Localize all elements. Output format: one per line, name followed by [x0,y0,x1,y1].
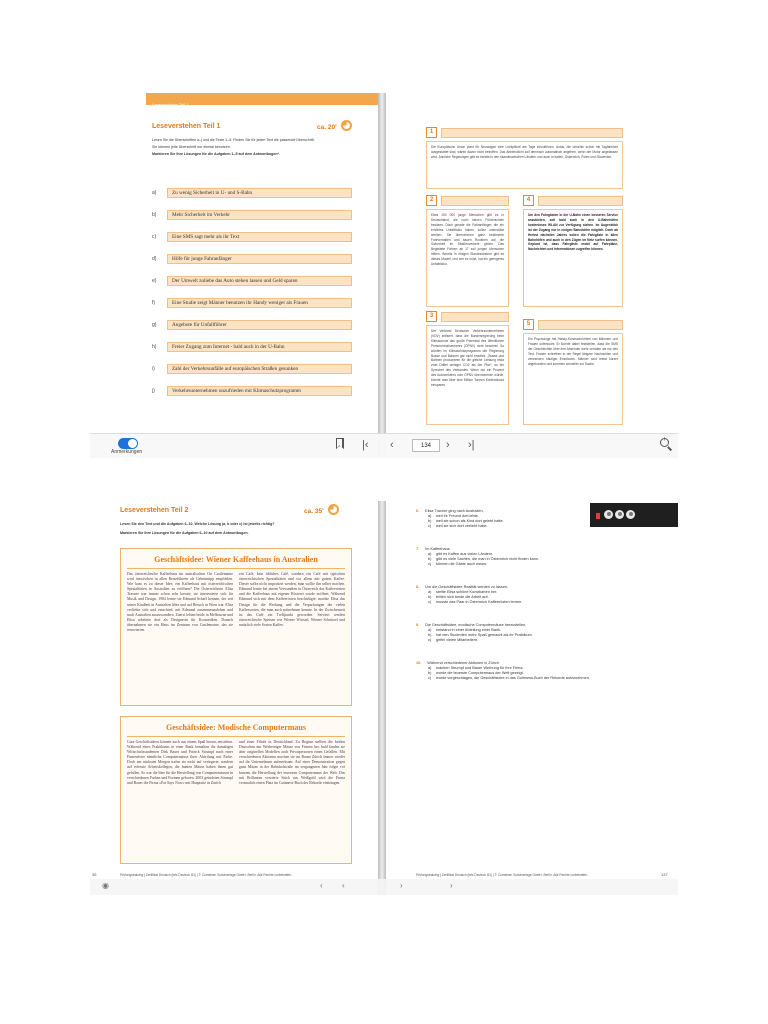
participants-overlay [590,503,678,527]
time-estimate: ca. 20' [317,124,337,131]
annotations-toggle[interactable] [118,438,138,449]
answer-text: weil ihr Freund dort lebte. [436,514,479,519]
question-text: Um die Geschäftsidee Realität werden zu lassen, [425,585,509,589]
question-number: 9. [416,623,420,627]
answer-text: stellte Elisa schöne Kunstkarten her. [436,590,498,595]
answer-letter: c) [428,524,432,529]
answer-text: hat den Studenten mehr Spaß gemacht als ihr Praktikum. [436,633,533,638]
text-box: Die Europäische Union plant für Neuwagen eine Lichtpflicht am Tage einzuführen. Autos, die ohnehin schon mit Tagfahrlicht ausgestattet sind, wären davon nicht betroffen. Das Abblendlicht soll demnach automatisch angehen, wenn der Motor angelassen wird. Ähnliche Regelungen gibt es bereits in den skandinavischen Ländern und auch in Italien, Österreich, Polen und Slowenien. [426,141,623,189]
text-number: 3 [426,311,437,322]
page-132-left [90,93,378,457]
option-letter: h) [152,344,157,350]
answer-text: gefiel vielen Mitarbeitern. [436,638,479,643]
page-spread-1 [90,93,678,457]
option-letter: g) [152,322,157,328]
answer-bar [538,196,623,206]
answer-letter: c) [428,638,432,643]
answer-letter: b) [428,519,432,524]
text-number: 5 [523,319,534,330]
section-title: Leseverstehen Teil 2 [120,507,189,514]
article-computermaus [120,716,352,864]
zoom-icon[interactable]: + [660,438,669,447]
option-row [152,210,378,221]
answer-letter: a) [428,590,432,595]
participant-avatar[interactable] [615,510,624,519]
answer-text: teilten sich beide die Arbeit auf. [436,595,489,600]
banner-text: Leseverstehen Teil 1 [152,102,189,107]
option-row [152,298,378,309]
question-number: 10. [416,661,422,665]
answer-bar [441,312,509,322]
option-text: Hilfe für junge Fahranfänger [167,254,352,264]
page-footer: Prüfungstraining | Zertifikat Deutsch (telc Deutsch B1) | © Cornelsen Schulverlage GmbH, Berlin. Alle Rechte vorbehalten. [120,873,292,877]
annotations-icon[interactable]: ◉ [102,881,109,890]
option-text: Zu wenig Sicherheit in U- und S-Bahn [167,188,352,198]
question-number: 8. [416,585,420,589]
article-column: Das österreichische Kaffeehaus im australischen Ort Castlemaine wird inzwischen in allen Reiseführern als Geheimtipp empfohlen. Wie kam es zu dieser Idee, ein Kaffeehaus mit österreichischen Spezialitäten in Australien zu eröffnen? Die Österreicherin Elisa Traxner war immer schon sehr kreativ, sie interessierte sich für Musik und Design. 1984 lernte sie Edmund Schaff kennen, der seit seiner Kindheit in Australien lebte und auf Besuch in Wien war. Elisa verliebte sich und entschied, mit Edmund zusammenzuleben und nach Australien auszuwandern. Zuerst lebten beide in Melbourne und Elisa arbeitete dort als Designerin für Kosmetiken. Danach übernahmen sie ein Haus im Zentrum von Castlemaine, das sie renovierten. [127,572,233,633]
recording-icon [596,513,600,519]
question-text: Die Geschäftsidee, modische Computermäuse herzustellen, [425,623,527,627]
article-title: Geschäftsidee: Modische Computermaus [166,723,306,732]
article-column: ein Café, kein übliches Café, sondern ein Café mit typischen österreichischen Spezialitäten und vor allem mit gutem Kaffee. Dieser sollte nicht importiert werden, man wollte ihn selber machen. Edmund lernte bei einem Verwandten in Österreich das Kaffeerösten und die Kaffeehaus mit eigener Rösterei wurde eröffnet. Während Edmund sich mit dem Kaffeerösten beschäftigte, machte Elisa das Design für die Werbung und die Verpackungen der vielen Kaffeesorten, die man auch mitnehmen konnte. In der Zwischenzeit ist das Café ein Treffpunkt geworden. Serviert werden österreichische Speisen wie Wiener Würstel, Wiener Schnitzel und natürlich viele Sorten Kaffee. [239,572,345,627]
option-text: Freier Zugang zum Internet - bald auch in der U-Bahn [167,342,352,352]
option-row [152,342,378,353]
page-137-right [386,501,678,895]
question-text: Elisa Traxner ging nach Australien, [425,509,484,513]
instruction-line: Lesen Sie den Text und die Aufgaben 6–10. Welche Lösung (a, b oder c) ist jeweils richtig? [120,522,275,526]
question-7 [416,547,666,567]
option-text: Eine SMS sagt mehr als ihr Text [167,232,352,242]
option-text: Angebote für Unfallführer [167,320,352,330]
next-page-icon[interactable]: › [400,881,403,890]
last-page-icon[interactable]: › [450,881,453,890]
annotations-label: Anmerkungen [111,449,143,455]
text-number: 1 [426,127,437,138]
article-title: Geschäftsidee: Wiener Kaffeehaus in Australien [154,555,318,564]
bookmark-icon[interactable] [336,438,344,449]
option-text: Mehr Sicherheit im Verkehr [167,210,352,220]
article-column: und einer Filiale in Deutschland. Zu Beginn stellten die beiden Deutschen nur Werbeträger Mäuse von Firmen her, bald fanden sie aber originellen Modellen auch Privatpersonen einen Gefallen. Mit verschiedenen Aktionen machen sie im Raum Zürich immer wieder auf ihr Unternehmen aufmerksam. Auf einer Demonstration gegen ganz Mäuse in der Bahnhofstraße im vergangenen Jahr folgte vor kurzem die Herstellung der teuersten Computermaus der Welt. Das mit Brillanten verzierte Stück aus Weißgold wird die Firma vermutlich einen Platz im Guinness-Buch der Rekorde einbringen. [239,740,345,785]
option-letter: c) [152,234,157,240]
answer-text: können die Gäste auch essen. [436,562,488,567]
book-gutter [378,501,386,895]
answer-letter: a) [428,552,432,557]
option-row [152,254,378,265]
page-133-right [386,93,678,457]
reader-toolbar [90,433,678,458]
text-box: Ein Psychologe hat Handy-Kurznachrichten von Männern und Frauen untersucht. Er konnte dabei feststellen, dass die SMS der Geschlechter über ihre Absender mehr verraten als nur den Text. Frauen schreiben in der Regel längere Nachrichten und verwenden häufiger Emoticons. Männer sind meist kürzer angebunden und kommen schneller zur Sache. [523,333,623,425]
page-spread-2 [90,501,678,895]
last-page-icon[interactable]: ›| [468,439,475,451]
option-row [152,188,378,199]
previous-page-icon[interactable]: ‹ [342,881,345,890]
answer-text: gibt es Kaffee aus vielen Ländern. [436,552,494,557]
answer-letter: b) [428,557,432,562]
first-page-icon[interactable]: ‹ [320,881,323,890]
answer-text: wurde die teuerste Computermaus der Welt gezeigt. [436,671,524,676]
article-column: Gute Geschäftsideen können auch aus einem Spaß heraus entstehen. Während eines Praktikums in einer Bank bemalten die damaligen Wirtschaftsstudenten Dirk Bauer und Patrick Strumpf nach einer Firmenfeier sämtliche Computermäuse ihrer Abteilung mit Farbe. Doch am nächsten Morgen trafen sie nicht auf verärgerte, sondern auf erfreute Arbeitskollegen, die bunten Mäuse haben ihnen gut gefallen. So war die Idee für die Herstellung von Computermäusen in verschiedenen Farben und Formen geboren. 2003 gründeten Strumpf und Bauer die Firma »Pat Says Now« mit Hauptsitz in Zürich [127,740,233,785]
instruction-line: Markieren Sie Ihre Lösungen für die Aufgaben 1–5 auf dem Antwortbogen*. [152,152,280,157]
text-number: 4 [523,195,534,206]
article-kaffeehaus [120,548,352,706]
option-row [152,276,378,287]
answer-letter: b) [428,595,432,600]
answer-letter: c) [428,562,432,567]
question-number: 7. [416,547,420,551]
option-row [152,386,378,397]
title-rule [127,568,345,569]
answer-letter: b) [428,671,432,676]
question-8 [416,585,666,605]
option-letter: b) [152,212,157,218]
option-letter: a) [152,190,157,196]
answer-letter: a) [428,628,432,633]
instruction-line: Sie können jede Überschrift nur einmal benutzen. [152,145,231,150]
section-banner [146,93,378,105]
next-page-icon[interactable]: › [446,439,450,451]
book-gutter [378,93,386,457]
answer-letter: a) [428,514,432,519]
text-box: Etwa 100 000 junge Menschen gibt es in Deutschland, die noch keinen Führerschein besitzen. Doch gerade die Fahranfänger, die ein erhöhtes Unfallrisiko haben, sollen unterstützt werden. Sie übernehmen ganz bestimmte Fahrverhalten und bauen Routinen auf, die Sicherheit im Straßenverkehr geben. Das Begleitete Fahren ab 17 soll jungen Menschen helfen. Bereits in einigen Bundesländern gibt es dieses Modell, und wer es nutzt, hat ein geringeres Unfallrisiko. [426,209,509,307]
question-9 [416,623,666,643]
page-footer: Prüfungstraining | Zertifikat Deutsch (telc Deutsch B1) | © Cornelsen Schulverlage GmbH, Berlin. Alle Rechte vorbehalten. [416,873,588,877]
answer-text: gibt es viele Sachen, die man in Österreich nicht finden kann. [436,557,539,562]
answer-bar [538,320,623,330]
first-page-icon[interactable]: |‹ [362,439,369,451]
option-row [152,320,378,331]
answer-text: wurde vorgeschlagen, die Geschäftsidee in das Guinness-Buch der Rekorde aufzunehmen. [436,676,590,681]
answer-text: weil sie sich dort verliebt hatte. [436,524,488,529]
text-box: Um den Fahrgästen in der U-Bahn einen besseren Service anzubieten, soll bald auch in den U-Bahnhöfen kostenloses WLAN zur Verfügung stehen. Im Augenblick ist der Zugang nur in einigen Bahnhöfen möglich. Doch ab Herbst nächsten Jahres sollen die Fahrgäste in allen Bahnhöfen und auch in den Zügen im Netz surfen können. Geplant ist, dass Fahrgäste mobil auf Fahrpläne, Nachrichten und Informationen zugreifen können. [523,209,623,307]
answer-text: musste das Paar in Österreich Kaffeerösten lernen. [436,600,523,605]
option-text: Der Umwelt zuliebe das Auto stehen lassen und Geld sparen [167,276,352,286]
option-text: Zahl der Verkehrsunfälle auf europäischen Straßen gesunken [167,364,352,374]
question-text: Während verschiedener Aktionen in Zürich [427,661,499,665]
option-row [152,364,378,375]
page-136-left [90,501,378,895]
question-number: 6. [416,509,420,513]
participant-avatar[interactable] [626,510,635,519]
page-number-field[interactable]: 134 [412,439,440,452]
instruction-line: Markieren Sie Ihre Lösungen für die Aufgaben 6–10 auf dem Antwortbogen. [120,531,249,536]
option-row [152,232,378,243]
answer-text: entstand in einer Abteilung einer Bank. [436,628,502,633]
option-letter: j) [152,388,155,394]
answer-letter: c) [428,600,432,605]
previous-page-icon[interactable]: ‹ [390,439,394,451]
clock-icon [341,120,352,131]
participant-avatar[interactable] [604,510,613,519]
page-number: 36 [92,872,97,877]
text-number: 2 [426,195,437,206]
answer-bar [441,128,623,138]
section-title: Leseverstehen Teil 1 [152,123,221,130]
instructions [152,138,357,158]
question-10 [416,661,671,681]
question-text: Im Kaffeehaus [425,547,450,551]
answer-letter: b) [428,633,432,638]
option-text: Verkehrsunternehmen unzufrieden mit Klimaschutzprogramm [167,386,352,396]
option-letter: e) [152,278,157,284]
answer-letter: c) [428,676,432,681]
title-rule [127,736,345,737]
option-letter: d) [152,256,157,262]
instruction-line: Lesen Sie die Überschriften a–j und die Texte 1–5. Finden Sie für jeden Text die passende Überschrift. [152,138,315,142]
time-estimate: ca. 35' [304,508,324,515]
page-number: 137 [661,872,668,877]
answer-text: machen Strumpf und Bauer Werbung für ihre Firma. [436,666,524,671]
option-letter: f) [152,300,156,306]
text-box: Der Verband Deutscher Verkehrsunternehmen (VDV) kritisiert, dass die Bundesregierung beim Klimaschutz das große Potenzial des öffentlichen Personennahverkehrs (ÖPNV) nicht beachtet. So würden im Klimaschutzprogramm der Regierung Busse und Bahnen gar nicht erwähnt. „Busse und Bahnen produzieren für die gleiche Leistung etwa zwei Drittel weniger CO2 als der Pkw“, so ein Sprecher des Verbandes. Wenn nur ein Prozent des Autoverkehrs vom ÖPNV übernommen würde, könnte man über eine Million Tonnen Kohlendioxid einsparen. [426,325,509,425]
answer-text: weil sie schon als Kind dort gelebt hatte. [436,519,504,524]
option-letter: i) [152,366,155,372]
reader-toolbar-partial [90,879,678,895]
option-text: Eine Studie zeigt Männer benutzen ihr Handy weniger als Frauen [167,298,352,308]
answer-bar [441,196,509,206]
answer-letter: a) [428,666,432,671]
clock-icon [328,504,339,515]
instructions [120,522,360,536]
